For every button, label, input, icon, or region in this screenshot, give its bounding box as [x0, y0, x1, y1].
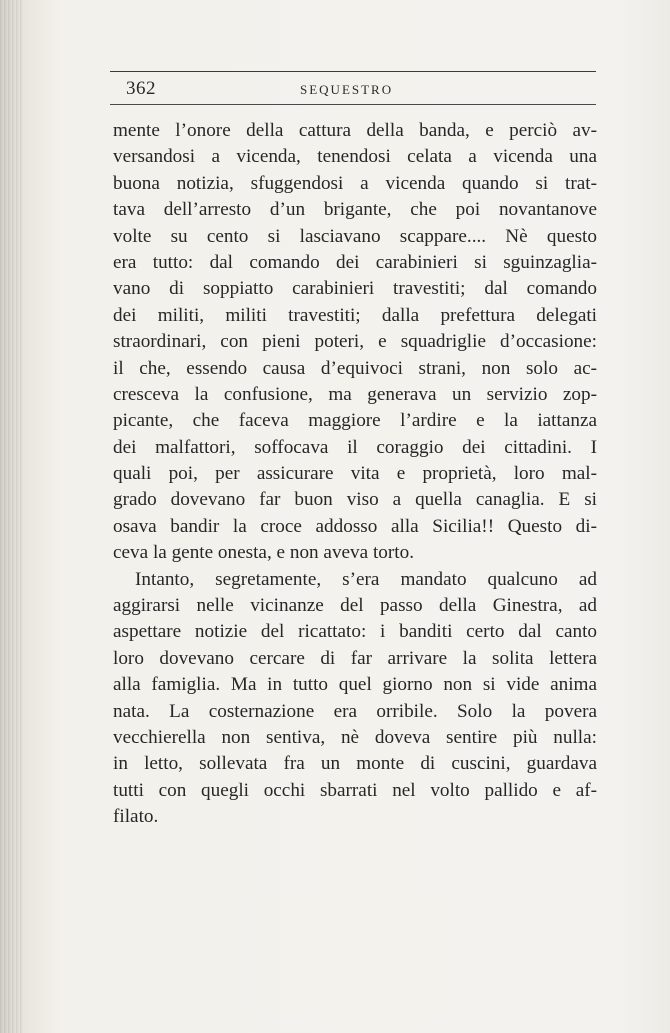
running-head: SEQUESTRO: [300, 82, 394, 97]
text-line: dei malfattori, soffocava il coraggio dei cittadini. I: [113, 436, 597, 458]
text-line: mente l’onore della cattura della banda, e perciò av-: [113, 120, 597, 141]
page-gutter: [0, 0, 22, 1033]
text-line: era tutto: dal comando dei carabinieri si sguinzaglia-: [113, 251, 597, 273]
body-text: [113, 118, 597, 831]
text-line: filato.: [113, 806, 159, 828]
header-rule-bottom: [110, 104, 596, 105]
text-line: cresceva la confusione, ma generava un servizio zop-: [113, 383, 597, 405]
paragraph-2: [113, 567, 597, 831]
text-line: versandosi a vicenda, tenendosi celata a vicenda una: [113, 146, 597, 168]
text-line: quali poi, per assicurare vita e proprietà, loro mal-: [113, 463, 597, 485]
page-number: 362: [126, 78, 156, 99]
paragraph-1: [113, 118, 597, 567]
text-line: osava bandir la croce addosso alla Sicilia!! Questo di-: [113, 515, 597, 537]
text-line: dei militi, militi travestiti; dalla prefettura delegati: [113, 304, 597, 326]
text-line: nata. La costernazione era orribile. Solo la povera: [113, 700, 597, 722]
text-line: grado dovevano far buon viso a quella canaglia. E si: [113, 489, 597, 511]
header-rule-top: [110, 71, 596, 72]
text-line: straordinari, con pieni poteri, e squadriglie d’occasione:: [113, 331, 597, 353]
text-line: ceva la gente onesta, e non aveva torto.: [113, 542, 415, 564]
text-line: tutti con quegli occhi sbarrati nel volto pallido e af-: [113, 779, 597, 801]
text-line: il che, essendo causa d’equivoci strani, non solo ac-: [113, 357, 597, 379]
text-line: alla famiglia. Ma in tutto quel giorno non si vide anima: [113, 674, 597, 696]
text-line: aspettare notizie del ricattato: i banditi certo dal canto: [113, 621, 597, 643]
text-line: loro dovevano cercare di far arrivare la solita lettera: [113, 647, 597, 669]
text-line: volte su cento si lasciavano scappare.... Nè questo: [113, 225, 597, 247]
text-line: vecchierella non sentiva, nè doveva sentire più nulla:: [113, 726, 597, 748]
text-line: aggirarsi nelle vicinanze del passo della Ginestra, ad: [113, 595, 597, 617]
text-line: in letto, sollevata fra un monte di cuscini, guardava: [113, 753, 597, 775]
text-line: Intanto, segretamente, s’era mandato qualcuno ad: [135, 568, 597, 590]
text-line: buona notizia, sfuggendosi a vicenda quando si trat-: [113, 172, 597, 194]
text-line: vano di soppiatto carabinieri travestiti; dal comando: [113, 278, 597, 300]
text-line: picante, che faceva maggiore l’ardire e la iattanza: [113, 410, 597, 432]
text-line: tava dell’arresto d’un brigante, che poi novantanove: [113, 199, 597, 221]
